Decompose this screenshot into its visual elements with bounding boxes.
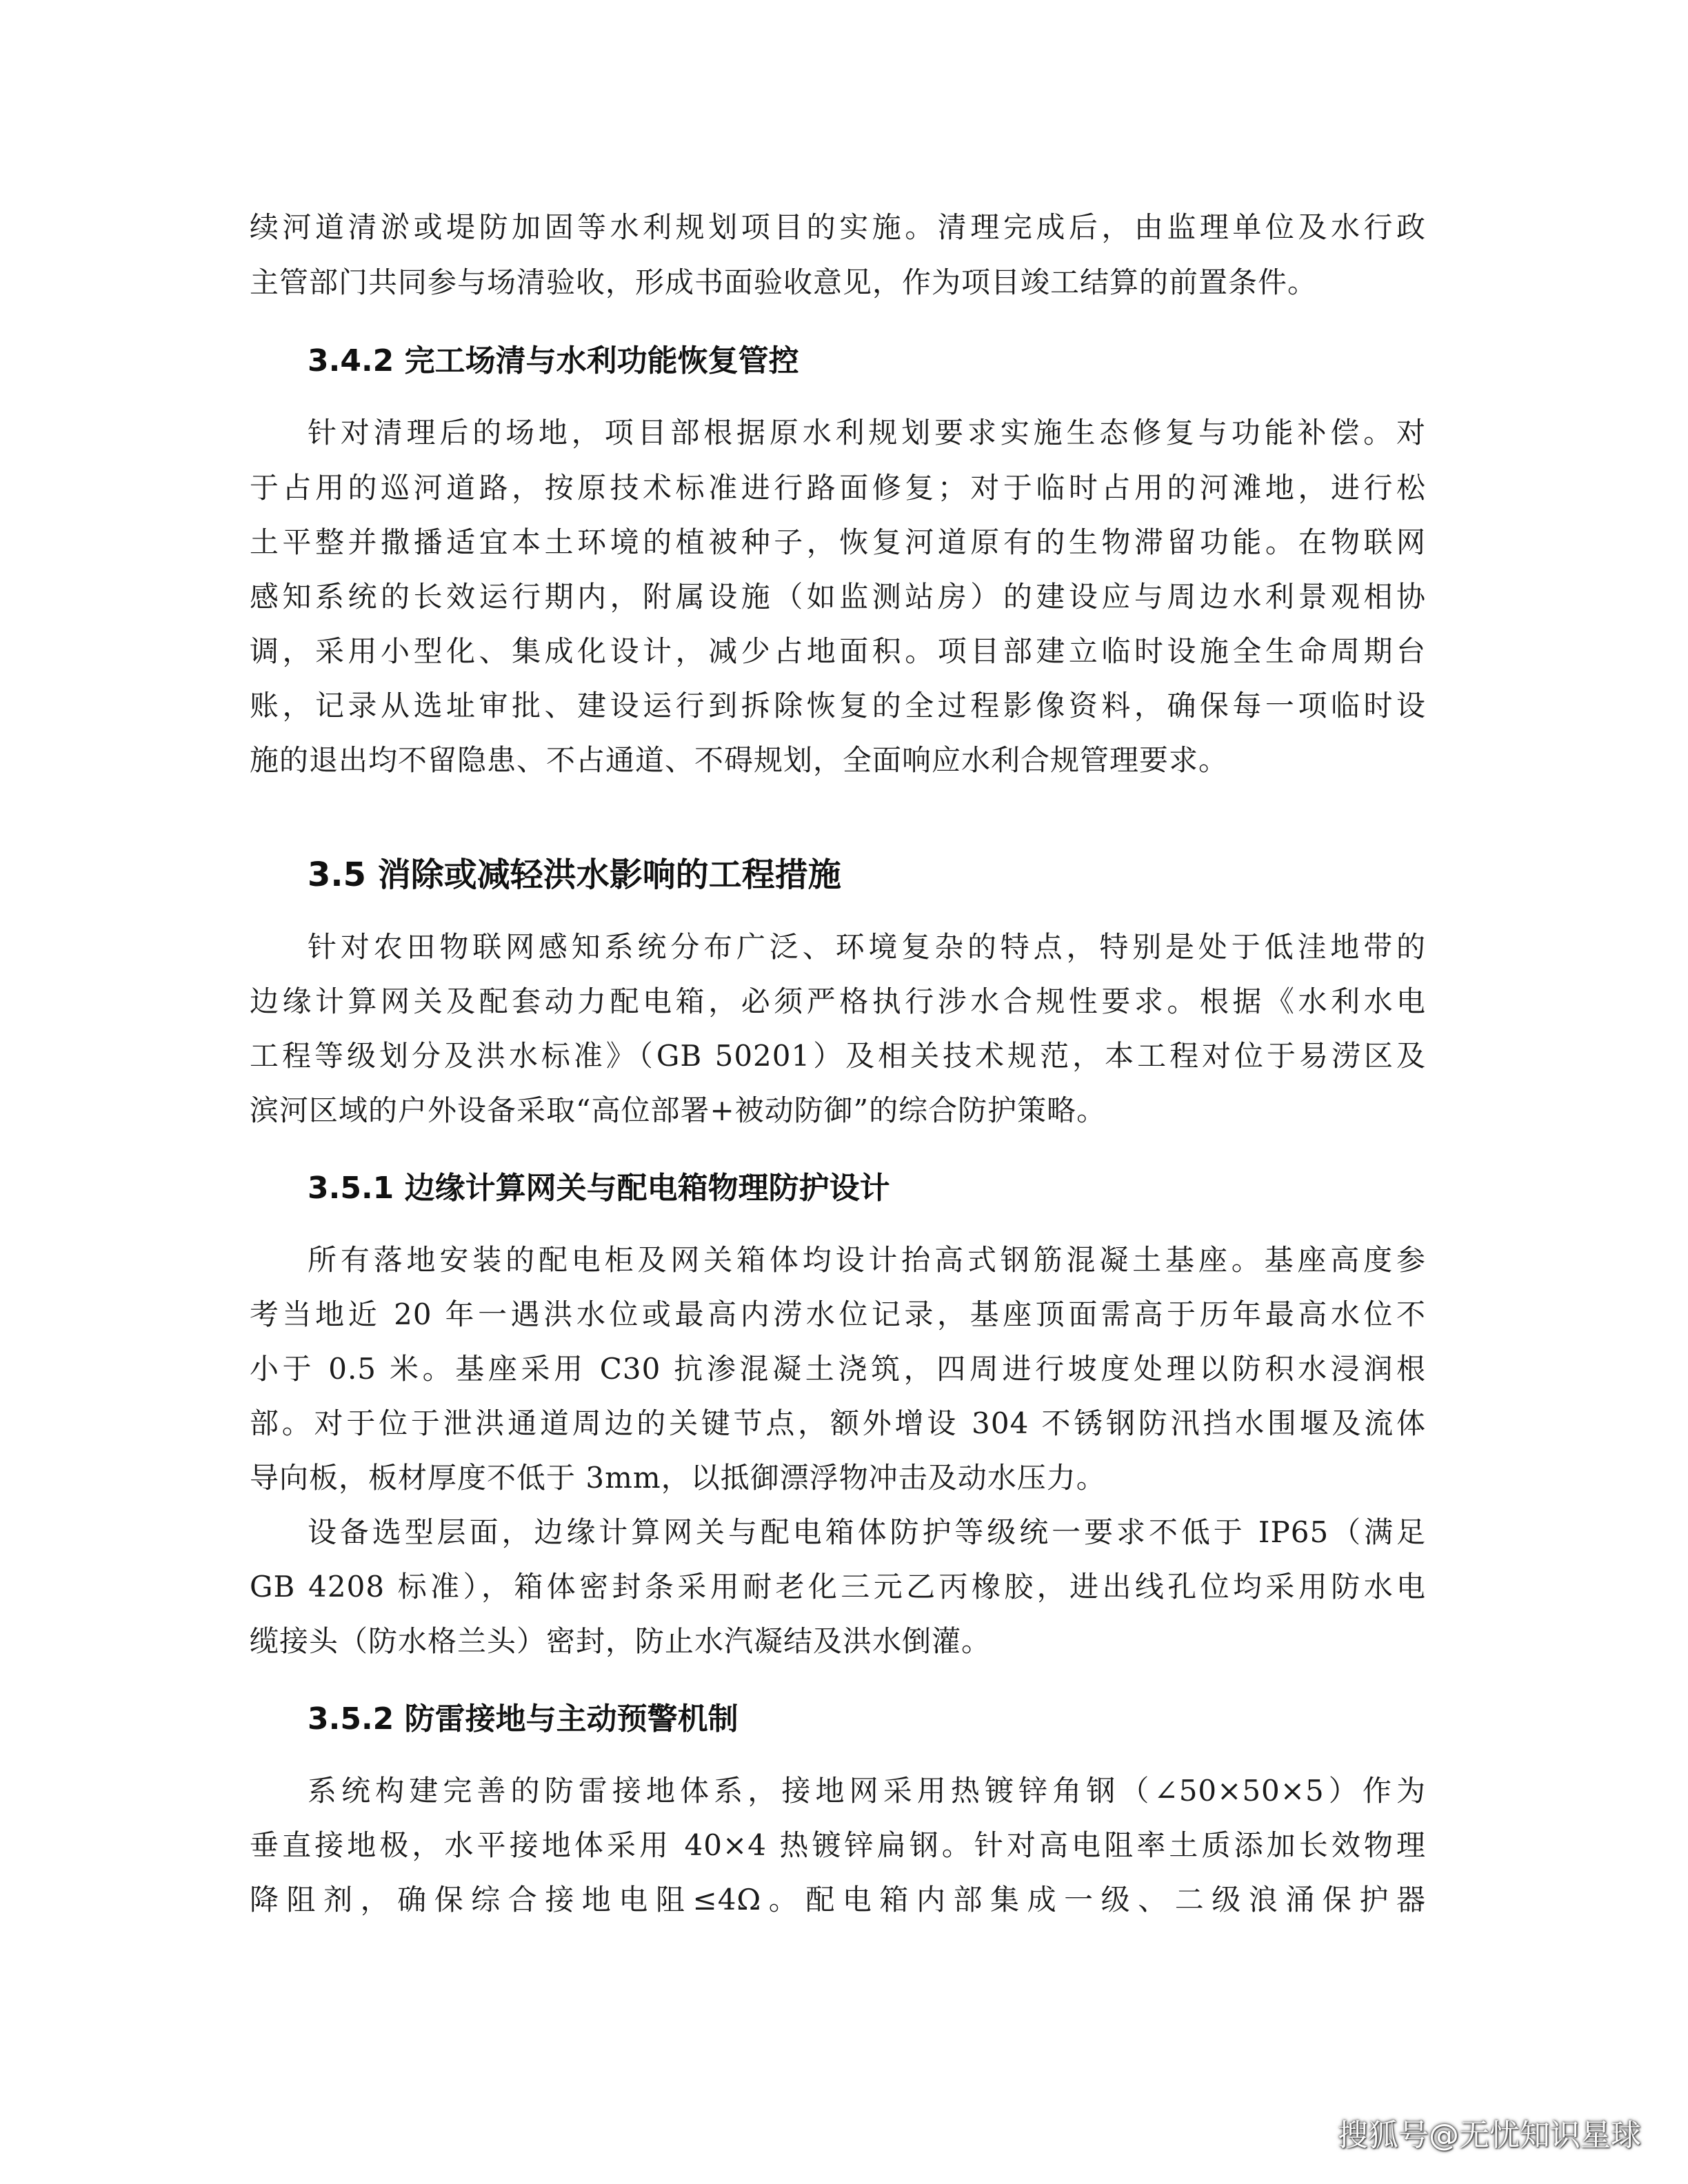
paragraph-line: 导向板，板材厚度不低于 3mm，以抵御漂浮物冲击及动水压力。 (250, 1461, 1106, 1495)
paragraph-line: 所有落地安装的配电柜及网关箱体均设计抬高式钢筋混凝土基座。基座高度参 (308, 1243, 1426, 1277)
paragraph-line: 系统构建完善的防雷接地体系，接地网采用热镀锌角钢（∠50×50×5）作为 (308, 1774, 1426, 1808)
paragraph-line: 缆接头（防水格兰头）密封，防止水汽凝结及洪水倒灌。 (250, 1624, 992, 1658)
section-heading-3-5: 3.5 消除或减轻洪水影响的工程措施 (308, 856, 841, 894)
paragraph-line: 边缘计算网关及配套动力配电箱，必须严格执行涉水合规性要求。根据《水利水电 (250, 984, 1426, 1018)
paragraph-line: 工程等级划分及洪水标准》（GB 50201）及相关技术规范，本工程对位于易涝区及 (250, 1039, 1426, 1073)
section-heading-3-4-2: 3.4.2 完工场清与水利功能恢复管控 (308, 343, 799, 378)
paragraph-line: 滨河区域的户外设备采取“高位部署+被动防御”的综合防护策略。 (250, 1093, 1107, 1127)
paragraph-line: 部。对于位于泄洪通道周边的关键节点，额外增设 304 不锈钢防汛挡水围堰及流体 (250, 1406, 1426, 1440)
paragraph-line: 垂直接地极，水平接地体采用 40×4 热镀锌扁钢。针对高电阻率土质添加长效物理 (250, 1828, 1426, 1862)
section-heading-3-5-1: 3.5.1 边缘计算网关与配电箱物理防护设计 (308, 1171, 890, 1206)
paragraph-line: 考当地近 20 年一遇洪水位或最高内涝水位记录，基座顶面需高于历年最高水位不 (250, 1297, 1426, 1331)
paragraph-line: 设备选型层面，边缘计算网关与配电箱体防护等级统一要求不低于 IP65（满足 (308, 1515, 1426, 1549)
paragraph-line: 小于 0.5 米。基座采用 C30 抗渗混凝土浇筑，四周进行坡度处理以防积水浸润根 (250, 1352, 1426, 1386)
paragraph-line: 于占用的巡河道路，按原技术标准进行路面修复；对于临时占用的河滩地，进行松 (250, 471, 1426, 505)
paragraph-line: GB 4208 标准），箱体密封条采用耐老化三元乙丙橡胶，进出线孔位均采用防水电 (250, 1570, 1426, 1604)
paragraph-line: 主管部门共同参与场清验收，形成书面验收意见，作为项目竣工结算的前置条件。 (250, 265, 1318, 299)
section-heading-3-5-2: 3.5.2 防雷接地与主动预警机制 (308, 1701, 738, 1737)
paragraph-line: 调，采用小型化、集成化设计，减少占地面积。项目部建立临时设施全生命周期台 (250, 634, 1426, 668)
paragraph-line: 施的退出均不留隐患、不占通道、不碍规划，全面响应水利合规管理要求。 (250, 743, 1229, 777)
watermark: 搜狐号@无忧知识星球 (1338, 2118, 1641, 2153)
paragraph-line: 账，记录从选址审批、建设运行到拆除恢复的全过程影像资料，确保每一项临时设 (250, 689, 1426, 722)
paragraph-line: 感知系统的长效运行期内，附属设施（如监测站房）的建设应与周边水利景观相协 (250, 580, 1426, 614)
paragraph-line: 降阻剂，确保综合接地电阻≤4Ω。配电箱内部集成一级、二级浪涌保护器 (250, 1883, 1426, 1917)
paragraph-line: 针对农田物联网感知系统分布广泛、环境复杂的特点，特别是处于低洼地带的 (308, 930, 1426, 964)
paragraph-line: 针对清理后的场地，项目部根据原水利规划要求实施生态修复与功能补偿。对 (308, 416, 1426, 449)
paragraph-line: 续河道清淤或堤防加固等水利规划项目的实施。清理完成后，由监理单位及水行政 (250, 210, 1426, 244)
paragraph-line: 土平整并撒播适宜本土环境的植被种子，恢复河道原有的生物滞留功能。在物联网 (250, 525, 1426, 559)
